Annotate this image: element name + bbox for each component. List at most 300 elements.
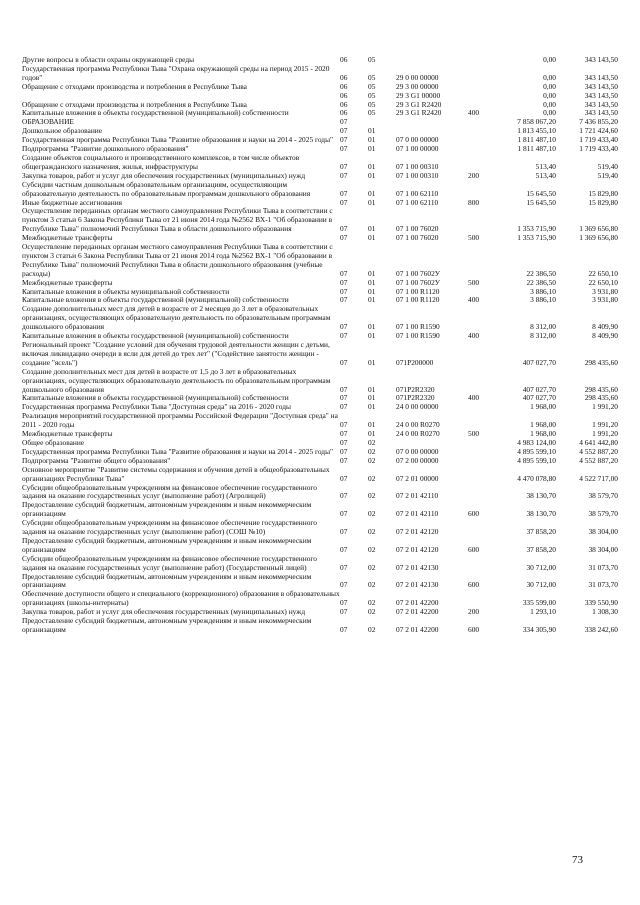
- section-code: 07: [340, 144, 348, 154]
- amount-year-1: 1 353 715,90: [517, 224, 556, 234]
- target-article-code: 07 2 01 42120: [396, 544, 439, 554]
- subsection-code: 01: [368, 233, 376, 243]
- amount-year-2: 298 435,60: [584, 393, 618, 403]
- expense-type-code: [468, 457, 496, 466]
- amount-year-2: 339 550,90: [584, 598, 618, 608]
- target-article-code: 07 1 00 R1590: [396, 322, 440, 332]
- expense-type-code: 200: [468, 607, 480, 617]
- target-article-code: 07 1 00 R1590: [396, 331, 440, 341]
- subsection-code: 01: [368, 161, 376, 171]
- section-code: 07: [340, 509, 348, 519]
- amount-year-1: 37 858,20: [526, 544, 556, 554]
- row-name: Субсидии частным дошкольным образовательным организациям, осуществляющим образовательную деятельность по образовательным программам дошкольного образования: [22, 179, 311, 198]
- expense-type-code: [468, 448, 496, 457]
- amount-year-1: 0,00: [543, 99, 556, 109]
- section-code: 07: [340, 268, 348, 278]
- subsection-code: 01: [368, 126, 376, 136]
- subsection-code: 05: [368, 55, 376, 64]
- subsection-code: 01: [368, 357, 376, 367]
- section-code: 07: [340, 322, 348, 332]
- section-code: 07: [340, 188, 348, 198]
- target-article-code: 07 2 01 42110: [396, 509, 439, 519]
- amount-year-2: 38 579,70: [588, 491, 618, 501]
- expense-type-code: [468, 368, 496, 395]
- amount-year-1: 4 983 124,00: [517, 437, 556, 447]
- row-name: Капитальные вложения в объекты государственной (муниципальной) собственности: [22, 393, 289, 403]
- target-article-code: 07 1 00 76020: [396, 224, 439, 234]
- subsection-code: 02: [368, 509, 376, 519]
- section-code: 07: [340, 527, 348, 537]
- row-name: Государственная программа Республики Тыва "Охрана окружающей среды на период 2015 - 2020 годов": [22, 63, 330, 82]
- row-name: Государственная программа Республики Тыва "Развитие образования и науки на 2014 - 2025 годы": [22, 446, 334, 456]
- table-row: [22, 207, 618, 234]
- row-name: Закупка товаров, работ и услуг для обеспечения государственных (муниципальных) нужд: [22, 607, 306, 617]
- amount-year-2: 22 650,10: [588, 277, 618, 287]
- target-article-code: 07 2 01 42110: [396, 491, 439, 501]
- expense-type-code: 800: [468, 197, 480, 207]
- expense-type-code: [468, 136, 496, 145]
- amount-year-1: 4 895 599,10: [517, 446, 556, 456]
- section-code: 07: [340, 161, 348, 171]
- target-article-code: 07 1 00 7602У: [396, 268, 441, 278]
- subsection-code: 05: [368, 72, 376, 82]
- amount-year-1: 3 886,10: [530, 295, 556, 305]
- subsection-code: 01: [368, 197, 376, 207]
- subsection-code: 02: [368, 473, 376, 483]
- amount-year-2: 1 369 656,80: [579, 233, 618, 243]
- subsection-code: 02: [368, 527, 376, 537]
- amount-year-2: 31 073,70: [588, 562, 618, 572]
- amount-year-1: 1 811 487,10: [517, 135, 556, 145]
- target-article-code: 07 2 01 42130: [396, 562, 439, 572]
- amount-year-1: 30 712,00: [526, 562, 556, 572]
- amount-year-1: 0,00: [543, 55, 556, 64]
- target-article-code: 07 0 00 00000: [396, 135, 439, 145]
- table-row: [22, 590, 618, 608]
- section-code: 07: [340, 598, 348, 608]
- table-row: [22, 243, 618, 279]
- amount-year-2: 4 552 887,20: [579, 455, 618, 465]
- table-row: [22, 181, 618, 199]
- target-article-code: 07 1 00 00310: [396, 161, 439, 171]
- amount-year-2: 1 308,30: [592, 607, 618, 617]
- amount-year-2: 22 650,10: [588, 268, 618, 278]
- subsection-code: 01: [368, 384, 376, 394]
- budget-table-body: [22, 56, 618, 635]
- subsection-code: 01: [368, 322, 376, 332]
- target-article-code: 07 1 00 00310: [396, 170, 439, 180]
- amount-year-1: 1 353 715,90: [517, 233, 556, 243]
- expense-type-code: [468, 118, 496, 127]
- section-code: 07: [340, 224, 348, 234]
- expense-type-code: 600: [468, 580, 480, 590]
- section-code: 07: [340, 544, 348, 554]
- amount-year-2: 38 304,00: [588, 527, 618, 537]
- expense-type-code: [468, 341, 496, 368]
- expense-type-code: [468, 590, 496, 608]
- section-code: 07: [340, 607, 348, 617]
- expense-type-code: [468, 305, 496, 332]
- subsection-code: 02: [368, 437, 376, 447]
- amount-year-1: 4 470 078,80: [517, 473, 556, 483]
- section-code: 07: [340, 357, 348, 367]
- amount-year-2: 343 143,50: [584, 55, 618, 64]
- section-code: 06: [340, 108, 348, 118]
- table-row: [22, 519, 618, 537]
- amount-year-1: 22 386,50: [526, 268, 556, 278]
- subsection-code: 02: [368, 580, 376, 590]
- subsection-code: 02: [368, 607, 376, 617]
- section-code: 07: [340, 491, 348, 501]
- expense-type-code: [468, 65, 496, 83]
- row-name: Другие вопросы в области охраны окружающей среды: [22, 55, 195, 64]
- target-article-code: 24 0 00 R0270: [396, 429, 440, 439]
- expense-type-code: [468, 519, 496, 537]
- row-name: Реализация мероприятий государственной программы Российской Федерации "Доступная среда" на 2011 - 2020 годы: [22, 411, 338, 430]
- row-name: Обращение с отходами производства и потребления в Республике Тыва: [22, 81, 247, 91]
- subsection-code: 01: [368, 224, 376, 234]
- section-code: 07: [340, 446, 348, 456]
- amount-year-1: 3 886,10: [530, 286, 556, 296]
- table-row: [22, 484, 618, 502]
- expense-type-code: [468, 127, 496, 136]
- section-code: 07: [340, 393, 348, 403]
- subsection-code: 01: [368, 402, 376, 412]
- amount-year-1: 1 293,10: [530, 607, 556, 617]
- amount-year-2: 4 552 887,20: [579, 446, 618, 456]
- amount-year-2: 519,40: [597, 161, 618, 171]
- row-name: Капитальные вложения в объекты муниципальной собственности: [22, 286, 230, 296]
- amount-year-2: 31 073,70: [588, 580, 618, 590]
- target-article-code: 07 2 01 42130: [396, 580, 439, 590]
- subsection-code: 01: [368, 331, 376, 341]
- subsection-code: 02: [368, 446, 376, 456]
- amount-year-2: 15 829,80: [588, 197, 618, 207]
- target-article-code: 07 1 00 62110: [396, 188, 439, 198]
- table-row: [22, 501, 618, 519]
- section-code: 07: [340, 170, 348, 180]
- budget-table: [22, 56, 618, 635]
- row-name: Подпрограмма "Развитие дошкольного образования": [22, 144, 189, 154]
- target-article-code: 07 2 01 42200: [396, 598, 439, 608]
- row-name: Субсидии общеобразовательным учреждениям на финансовое обеспечение государственного задания на оказание государственных услуг (выполнение работ) (Агролицей): [22, 482, 317, 501]
- amount-year-2: 38 304,00: [588, 544, 618, 554]
- table-row: [22, 466, 618, 484]
- table-row: [22, 573, 618, 591]
- target-article-code: 07 1 00 R1120: [396, 295, 440, 305]
- amount-year-1: 8 312,00: [530, 331, 556, 341]
- amount-year-1: 335 599,00: [522, 598, 556, 608]
- expense-type-code: 500: [468, 277, 480, 287]
- expense-type-code: [468, 92, 496, 101]
- amount-year-2: 1 719 433,40: [579, 144, 618, 154]
- target-article-code: 07 1 00 R1120: [396, 286, 440, 296]
- amount-year-1: 407 027,70: [522, 384, 556, 394]
- subsection-code: 01: [368, 286, 376, 296]
- table-row: [22, 617, 618, 635]
- amount-year-1: 0,00: [543, 108, 556, 118]
- amount-year-2: 7 436 855,20: [579, 117, 618, 127]
- amount-year-2: 1 719 433,40: [579, 135, 618, 145]
- amount-year-2: 15 829,80: [588, 188, 618, 198]
- amount-year-1: 513,40: [535, 170, 556, 180]
- amount-year-2: 4 522 717,00: [579, 473, 618, 483]
- row-name: Субсидии общеобразовательным учреждениям на финансовое обеспечение государственного задания на оказание государственных услуг (выполнение работ) (Государственный лицей): [22, 553, 317, 572]
- expense-type-code: 400: [468, 393, 480, 403]
- subsection-code: 02: [368, 455, 376, 465]
- expense-type-code: 500: [468, 233, 480, 243]
- row-name: Создание дополнительных мест для детей в возрасте от 1,5 до 3 лет в образовательных организациях, осуществляющих образовательную деятельность по образовательным программам дошкольного образования: [22, 366, 331, 394]
- row-name: Подпрограмма "Развитие общего образования": [22, 455, 171, 465]
- row-name: Капитальные вложения в объекты государственной (муниципальной) собственности: [22, 108, 289, 118]
- subsection-code: 02: [368, 625, 376, 634]
- amount-year-1: 0,00: [543, 81, 556, 91]
- target-article-code: 07 2 01 00000: [396, 473, 439, 483]
- row-name: Обеспечение доступности общего и специального (коррекционного) образования в образовательных организациях (школы-интернаты): [22, 589, 340, 608]
- amount-year-2: 1 991,20: [592, 420, 618, 430]
- expense-type-code: [468, 555, 496, 573]
- target-article-code: 07 2 01 42200: [396, 625, 439, 634]
- target-article-code: 29 3 G1 R2420: [396, 99, 442, 109]
- section-code: 06: [340, 81, 348, 91]
- row-name: Осуществление переданных органам местного самоуправления Республики Тыва в соответствии с пунктом 3 статьи 6 Закона Республики Тыва от 21 июня 2014 года №2562 ВХ-1 "Об образовании в Республике Тыва" полномочий Республики Тыва в области дошкольного образования (учебные расходы): [22, 242, 333, 278]
- section-code: 07: [340, 117, 348, 127]
- amount-year-2: 8 409,90: [592, 331, 618, 341]
- target-article-code: 24 0 00 R0270: [396, 420, 440, 430]
- section-code: 07: [340, 277, 348, 287]
- amount-year-2: 343 143,50: [584, 81, 618, 91]
- target-article-code: 07 0 00 00000: [396, 446, 439, 456]
- expense-type-code: 400: [468, 331, 480, 341]
- section-code: 07: [340, 429, 348, 439]
- section-code: 07: [340, 331, 348, 341]
- subsection-code: 01: [368, 170, 376, 180]
- amount-year-1: 513,40: [535, 161, 556, 171]
- amount-year-1: 15 645,50: [526, 188, 556, 198]
- row-name: Предоставление субсидий бюджетным, автономным учреждениям и иным некоммерческим организациям: [22, 616, 312, 634]
- amount-year-1: 8 312,00: [530, 322, 556, 332]
- section-code: 06: [340, 90, 348, 100]
- section-code: 07: [340, 135, 348, 145]
- section-code: 07: [340, 233, 348, 243]
- amount-year-2: 298 435,60: [584, 357, 618, 367]
- row-name: Межбюджетные трансферты: [22, 277, 113, 287]
- table-row: [22, 412, 618, 430]
- amount-year-2: 4 641 442,80: [579, 437, 618, 447]
- row-name: Предоставление субсидий бюджетным, автономным учреждениям и иным некоммерческим организациям: [22, 535, 312, 554]
- table-row: [22, 65, 618, 83]
- subsection-code: 05: [368, 81, 376, 91]
- subsection-code: 01: [368, 135, 376, 145]
- amount-year-1: 407 027,70: [522, 357, 556, 367]
- target-article-code: 24 0 00 00000: [396, 402, 439, 412]
- section-code: 07: [340, 580, 348, 590]
- expense-type-code: 600: [468, 509, 480, 519]
- section-code: 07: [340, 562, 348, 572]
- amount-year-1: 4 895 599,10: [517, 455, 556, 465]
- expense-type-code: [468, 83, 496, 92]
- amount-year-2: 1 369 656,80: [579, 224, 618, 234]
- table-row: [22, 368, 618, 395]
- amount-year-2: 38 579,70: [588, 509, 618, 519]
- subsection-code: 05: [368, 90, 376, 100]
- row-name: Создание дополнительных мест для детей в возрасте от 2 месяцев до 3 лет в образовательных организациях, осуществляющих образовательную деятельность по образовательным программам дошкольного образования: [22, 304, 331, 332]
- table-row: [22, 341, 618, 368]
- target-article-code: 07 1 00 62110: [396, 197, 439, 207]
- section-code: 07: [340, 625, 348, 634]
- amount-year-1: 0,00: [543, 90, 556, 100]
- row-name: Капитальные вложения в объекты государственной (муниципальной) собственности: [22, 295, 289, 305]
- expense-type-code: 600: [468, 625, 480, 634]
- amount-year-2: 1 721 424,60: [579, 126, 618, 136]
- expense-type-code: [468, 243, 496, 279]
- section-code: 07: [340, 402, 348, 412]
- amount-year-2: 298 435,60: [584, 384, 618, 394]
- subsection-code: 01: [368, 277, 376, 287]
- amount-year-1: 1 968,00: [530, 402, 556, 412]
- section-code: 07: [340, 437, 348, 447]
- expense-type-code: [468, 207, 496, 234]
- table-row: [22, 154, 618, 172]
- row-name: Общее образование: [22, 437, 85, 447]
- row-name: Иные бюджетные ассигнования: [22, 197, 123, 207]
- amount-year-2: 519,40: [597, 170, 618, 180]
- row-name: Дошкольное образование: [22, 126, 103, 136]
- target-article-code: 29 3 00 00000: [396, 81, 439, 91]
- amount-year-1: 30 712,00: [526, 580, 556, 590]
- expense-type-code: [468, 466, 496, 484]
- subsection-code: 01: [368, 393, 376, 403]
- row-name: Межбюджетные трансферты: [22, 429, 113, 439]
- table-row: [22, 305, 618, 332]
- amount-year-2: 3 931,80: [592, 295, 618, 305]
- target-article-code: 071P2R2320: [396, 384, 435, 394]
- row-name: Закупка товаров, работ и услуг для обеспечения государственных (муниципальных) нужд: [22, 170, 306, 180]
- section-code: 07: [340, 455, 348, 465]
- section-code: 07: [340, 126, 348, 136]
- amount-year-1: 38 130,70: [526, 509, 556, 519]
- section-code: 07: [340, 473, 348, 483]
- expense-type-code: 400: [468, 295, 480, 305]
- row-name: Осуществление переданных органам местного самоуправления Республики Тыва в соответствии с пунктом 3 статьи 6 Закона Республики Тыва от 21 июня 2014 года №2562 ВХ-1 "Об образовании в Республике Тыва" полномочий Республики Тыва в области дошкольного образования: [22, 206, 333, 234]
- target-article-code: 07 1 00 00000: [396, 144, 439, 154]
- row-name: Субсидии общеобразовательным учреждениям на финансовое обеспечение государственного задания на оказание государственных услуг (выполнение работ) (СОШ №10): [22, 518, 317, 537]
- subsection-code: 01: [368, 295, 376, 305]
- expense-type-code: [468, 56, 496, 65]
- expense-type-code: [468, 181, 496, 199]
- target-article-code: 29 3 G1 R2420: [396, 108, 442, 118]
- target-article-code: [396, 118, 468, 127]
- section-code: 07: [340, 420, 348, 430]
- target-article-code: 29 3 G1 00000: [396, 90, 441, 100]
- row-name: Основное мероприятие "Развитие системы содержания и обучения детей в общеобразовательных организациях Республики Тыва": [22, 464, 330, 483]
- row-name: Капитальные вложения в объекты государственной (муниципальной) собственности: [22, 331, 289, 341]
- expense-type-code: 500: [468, 429, 480, 439]
- amount-year-1: 407 027,70: [522, 393, 556, 403]
- target-article-code: 07 1 00 76020: [396, 233, 439, 243]
- expense-type-code: [468, 484, 496, 502]
- expense-type-code: [468, 412, 496, 430]
- subsection-code: 02: [368, 562, 376, 572]
- target-article-code: 071P2R2320: [396, 393, 435, 403]
- expense-type-code: [468, 154, 496, 172]
- amount-year-2: 343 143,50: [584, 90, 618, 100]
- subsection-code: 02: [368, 598, 376, 608]
- section-code: 07: [340, 295, 348, 305]
- table-row: [22, 83, 618, 92]
- row-name: Региональный проект "Создание условий для обучения трудовой деятельности женщин с детьми, включая ликвидацию очереди в ясли для детей до трех лет" ("Содействие занятости женщин - создание "ясель"): [22, 340, 330, 367]
- amount-year-1: 37 858,20: [526, 527, 556, 537]
- amount-year-2: 343 143,50: [584, 108, 618, 118]
- target-article-code: 07 2 00 00000: [396, 455, 439, 465]
- section-code: 06: [340, 55, 348, 64]
- amount-year-1: 7 858 067,20: [517, 117, 556, 127]
- amount-year-2: 1 991,20: [592, 429, 618, 439]
- row-name: ОБРАЗОВАНИЕ: [22, 117, 74, 127]
- amount-year-1: 1 968,00: [530, 420, 556, 430]
- expense-type-code: 400: [468, 108, 480, 118]
- subsection-code: 02: [368, 544, 376, 554]
- amount-year-2: 338 242,60: [584, 625, 618, 634]
- row-name: Предоставление субсидий бюджетным, автономным учреждениям и иным некоммерческим организациям: [22, 571, 312, 590]
- target-article-code: 07 1 00 7602У: [396, 277, 441, 287]
- amount-year-2: 3 931,80: [592, 286, 618, 296]
- section-code: 07: [340, 286, 348, 296]
- subsection-code: 02: [368, 491, 376, 501]
- target-article-code: 071P200000: [396, 357, 434, 367]
- amount-year-1: 334 305,90: [522, 625, 556, 634]
- amount-year-2: 1 991,20: [592, 402, 618, 412]
- section-code: 06: [340, 72, 348, 82]
- subsection-code: 01: [368, 144, 376, 154]
- subsection-code: 01: [368, 420, 376, 430]
- subsection-code: 01: [368, 429, 376, 439]
- amount-year-2: 343 143,50: [584, 72, 618, 82]
- target-article-code: [396, 56, 468, 65]
- expense-type-code: [468, 403, 496, 412]
- amount-year-1: 1 968,00: [530, 429, 556, 439]
- row-name: Государственная программа Республики Тыва "Доступная среда" на 2016 - 2020 годы: [22, 402, 291, 412]
- section-code: 06: [340, 99, 348, 109]
- subsection-code: 01: [368, 188, 376, 198]
- target-article-code: 07 2 01 42200: [396, 607, 439, 617]
- table-row: [22, 555, 618, 573]
- row-name: Государственная программа Республики Тыва "Развитие образования и науки на 2014 - 2025 годы": [22, 135, 334, 145]
- table-row: [22, 537, 618, 555]
- amount-year-1: 38 130,70: [526, 491, 556, 501]
- section-code: 07: [340, 197, 348, 207]
- amount-year-1: 22 386,50: [526, 277, 556, 287]
- target-article-code: 29 0 00 00000: [396, 72, 439, 82]
- section-code: 07: [340, 384, 348, 394]
- expense-type-code: [468, 439, 496, 448]
- row-name: Создание объектов социального и производственного комплексов, в том числе объектов общегражданского назначения, жилья, инфраструктуры: [22, 152, 300, 171]
- amount-year-2: 343 143,50: [584, 99, 618, 109]
- amount-year-1: 1 813 455,10: [517, 126, 556, 136]
- amount-year-1: 1 811 487,10: [517, 144, 556, 154]
- row-name: Предоставление субсидий бюджетным, автономным учреждениям и иным некоммерческим организациям: [22, 500, 312, 519]
- subsection-code: 05: [368, 108, 376, 118]
- subsection-code: 05: [368, 99, 376, 109]
- row-name: Обращение с отходами производства и потребления в Республике Тыва: [22, 99, 247, 109]
- page-number: 73: [572, 854, 583, 866]
- expense-type-code: 200: [468, 170, 480, 180]
- amount-year-1: 15 645,50: [526, 197, 556, 207]
- amount-year-1: 0,00: [543, 72, 556, 82]
- row-name: Межбюджетные трансферты: [22, 233, 113, 243]
- target-article-code: 07 2 01 42120: [396, 527, 439, 537]
- amount-year-2: 8 409,90: [592, 322, 618, 332]
